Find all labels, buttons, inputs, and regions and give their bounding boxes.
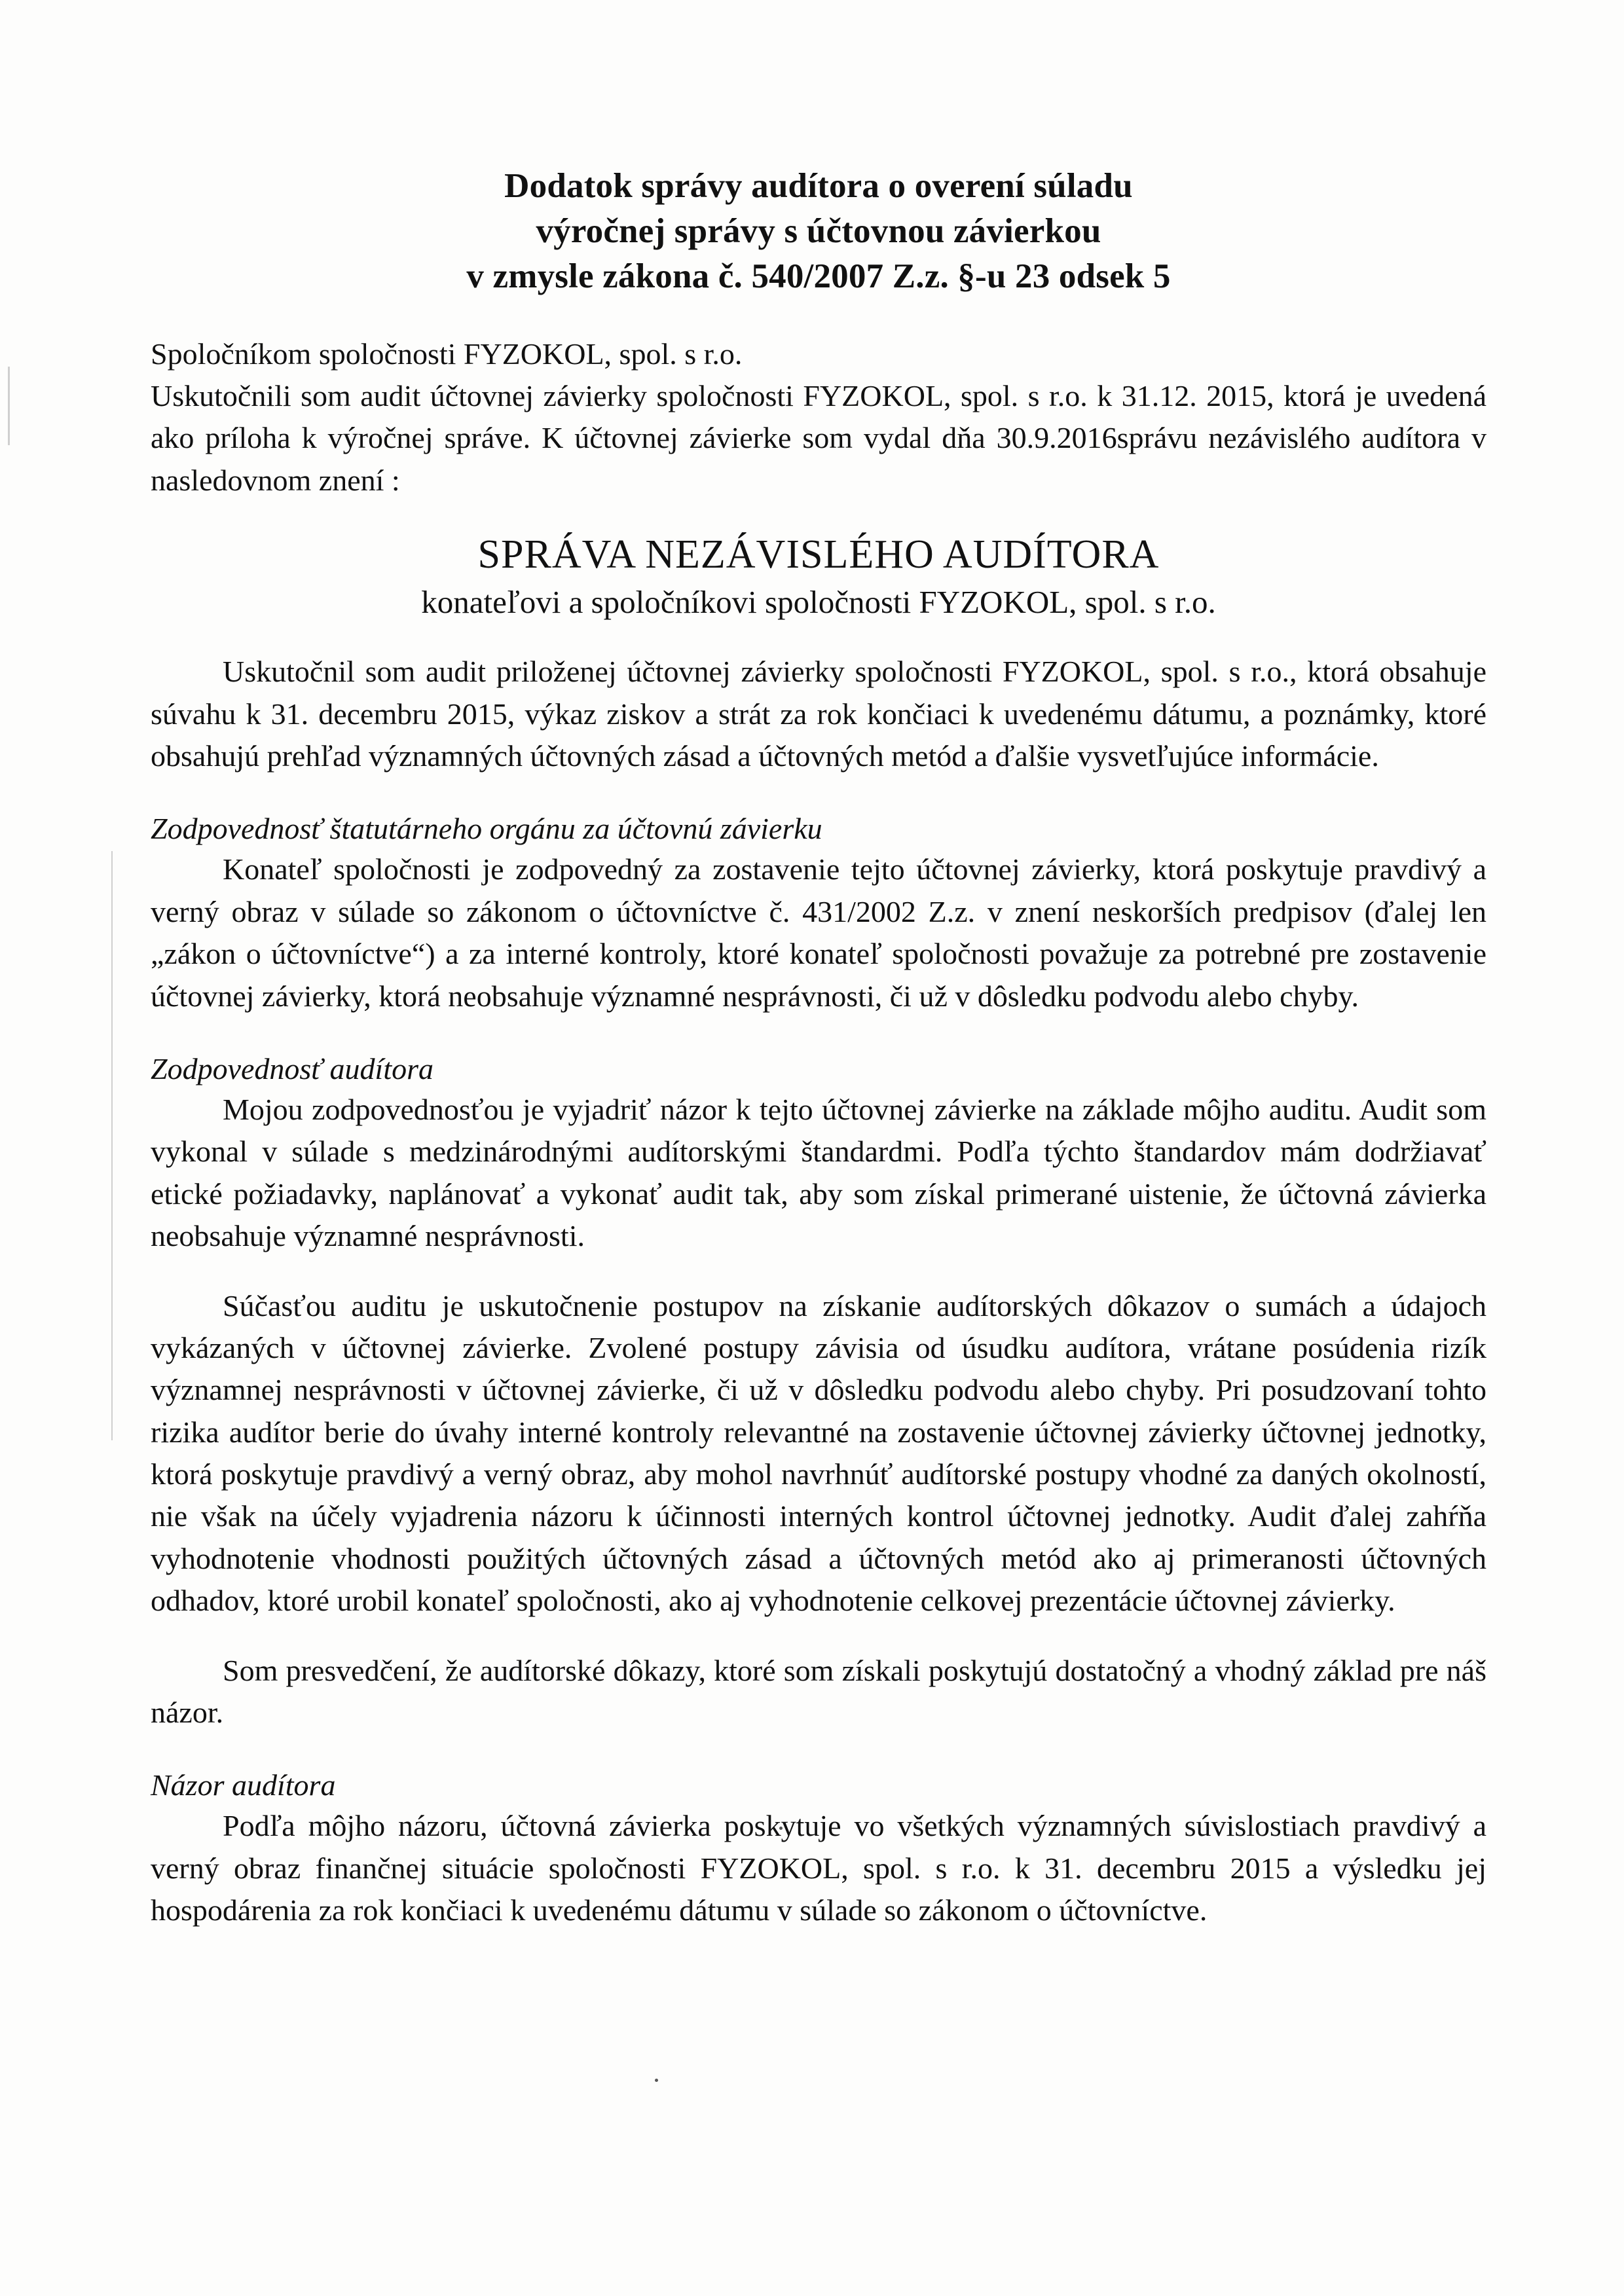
intro-paragraph: Uskutočnili som audit účtovnej závierky spoločnosti FYZOKOL, spol. s r.o. k 31.12. 2015, ktorá je uvedená ako príloha k výročnej správe. K účtovnej závierke som vydal dňa 30.9.2016správu nezávislého audítora v nasledovnom znení : — [151, 379, 1486, 497]
title-line-1: Dodatok správy audítora o overení súladu — [504, 167, 1133, 205]
title-line-3: v zmysle zákona č. 540/2007 Z.z. §-u 23 odsek 5 — [466, 257, 1171, 295]
report-subheading: konateľovi a spoločníkovi spoločnosti FYZOKOL, spol. s r.o. — [421, 584, 1216, 621]
intro-block — [151, 333, 1486, 502]
section-paragraph-statutory-1: Konateľ spoločnosti je zodpovedný za zostavenie tejto účtovnej závierky, ktorá poskytuje pravdivý a verný obraz v súlade so zákonom o účtovníctve č. 431/2002 Z.z. v znení neskorších predpisov (ďalej len „zákon o účtovníctve“) a za interné kontroly, ktoré konateľ spoločnosti považuje za potrebné pre zostavenie účtovnej závierky, ktorá neobsahuje významné nesprávnosti, či už v dôsledku podvodu alebo chyby. — [151, 852, 1486, 1013]
title-line-2: výročnej správy s účtovnou závierkou — [536, 211, 1101, 250]
scan-speck-2 — [655, 2079, 658, 2082]
report-opening-paragraph: Uskutočnil som audit priloženej účtovnej závierky spoločnosti FYZOKOL, spol. s r.o., ktorá obsahuje súvahu k 31. decembru 2015, výkaz ziskov a strát za rok končiaci k uvedenému dátumu, a poznámky, ktoré obsahujú prehľad významných účtovných zásad a účtovných metód a ďalšie vysvetľujúce informácie. — [151, 655, 1486, 773]
section-paragraph-opinion-1: Podľa môjho názoru, účtovná závierka poskytuje vo všetkých významných súvislostiach pravdivý a verný obraz finančnej situácie spoločnosti FYZOKOL, spol. s r.o. k 31. decembru 2015 a výsledku jej hospodárenia za rok končiaci k uvedenému dátumu v súlade so zákonom o účtovníctve. — [151, 1809, 1486, 1927]
section-heading-auditor-opinion: Názor audítora — [151, 1768, 336, 1802]
scan-edge-artifact-left-2 — [111, 851, 113, 1440]
document-title — [151, 164, 1486, 299]
addressee-line: Spoločníkom spoločnosti FYZOKOL, spol. s r.o. — [151, 337, 743, 371]
scan-edge-artifact-left — [8, 367, 10, 445]
section-heading-statutory-responsibility: Zodpovednosť štatutárneho orgánu za účtovnú závierku — [151, 812, 822, 846]
section-paragraph-auditor-2: Súčasťou auditu je uskutočnenie postupov na získanie audítorských dôkazov o sumách a údajoch vykázaných v účtovnej závierke. Zvolené postupy závisia od úsudku audítora, vrátane posúdenia rizík významnej nesprávnosti v účtovnej závierke, či už v dôsledku podvodu alebo chyby. Pri posudzovaní tohto rizika audítor berie do úvahy interné kontroly relevantné na zostavenie účtovnej závierky účtovnej jednotky, ktorá poskytuje pravdivý a verný obraz, aby mohol navrhnúť audítorské postupy vhodné za daných okolností, nie však na účely vyjadrenia názoru k účinnosti interných kontrol účtovnej jednotky. Audit ďalej zahŕňa vyhodnotenie vhodnosti použitých účtovných zásad a účtovných metód ako aj primeranosti účtovných odhadov, ktoré urobil konateľ spoločnosti, ako aj vyhodnotenie celkovej prezentácie účtovnej závierky. — [151, 1288, 1486, 1618]
document-body — [151, 164, 1486, 1932]
section-paragraph-auditor-3: Som presvedčení, že audítorské dôkazy, ktoré som získali poskytujú dostatočný a vhodný základ pre náš názor. — [151, 1653, 1486, 1730]
report-heading: SPRÁVA NEZÁVISLÉHO AUDÍTORA — [477, 532, 1160, 577]
section-heading-auditor-responsibility: Zodpovednosť audítora — [151, 1051, 434, 1085]
section-paragraph-auditor-1: Mojou zodpovednosťou je vyjadriť názor k tejto účtovnej závierke na základe môjho auditu. Audit som vykonal v súlade s medzinárodnými audítorskými štandardmi. Podľa týchto štandardov mám dodržiavať etické požiadavky, naplánovať a vykonať audit tak, aby som získal primerané uistenie, že účtovná závierka neobsahuje významné nesprávnosti. — [151, 1092, 1486, 1253]
